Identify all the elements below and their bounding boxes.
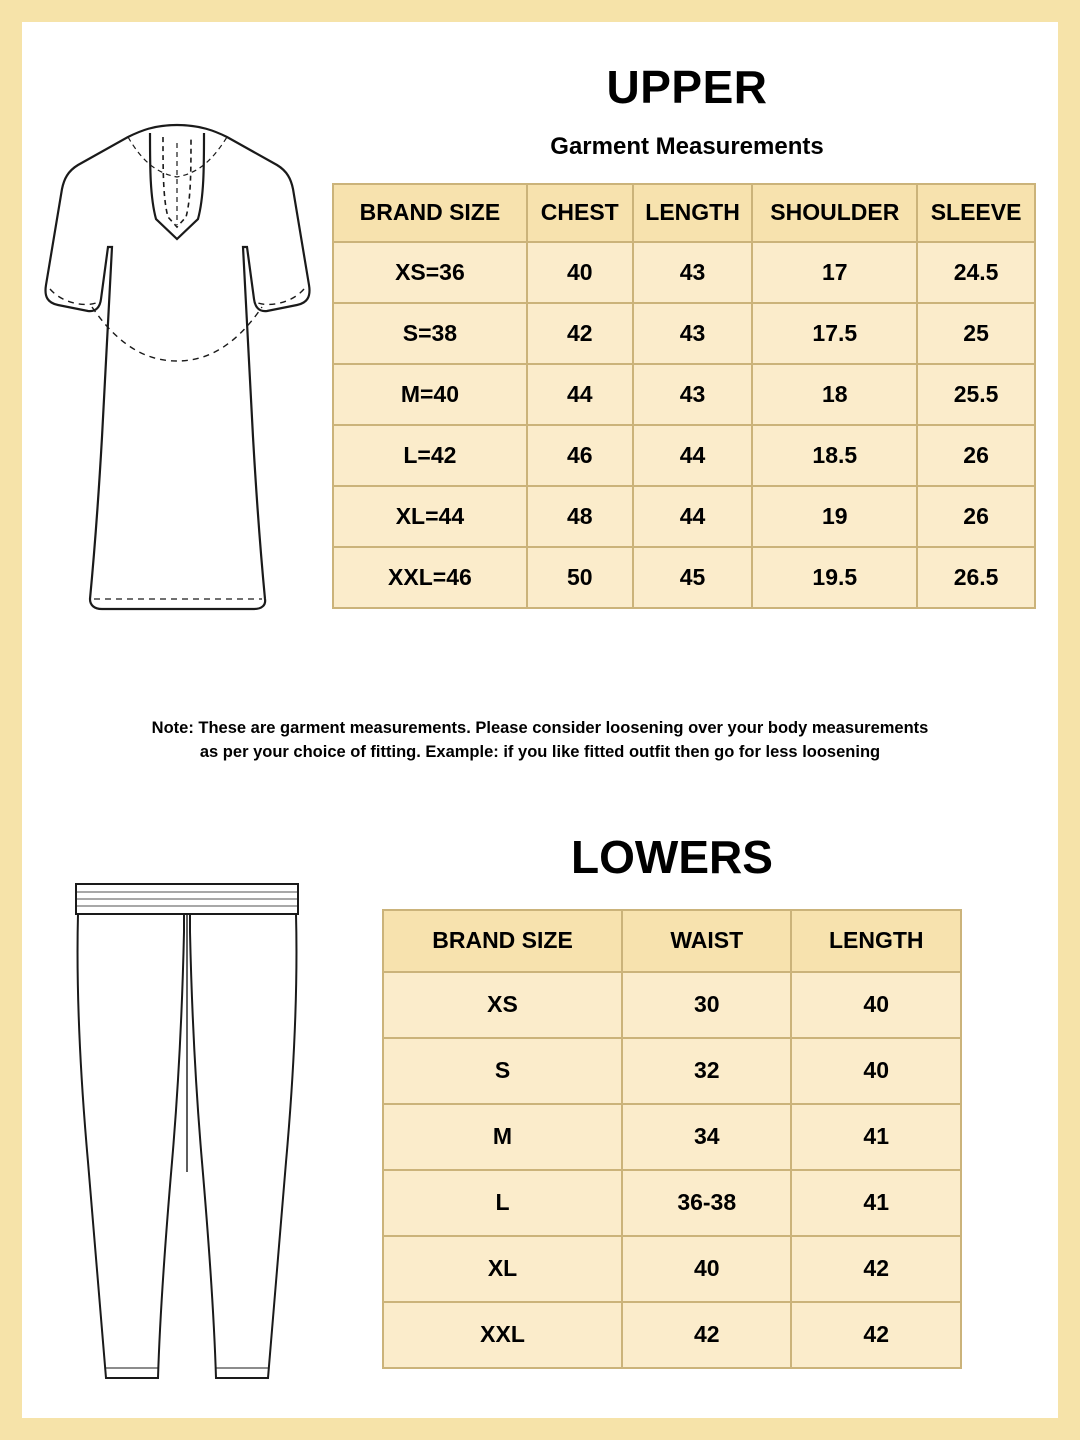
table-row [333,486,1035,547]
cell-length: 41 [791,1104,961,1170]
measurement-note [40,717,1040,765]
cell-shoulder: 19 [752,486,917,547]
cell-length: 41 [791,1170,961,1236]
cell-length: 43 [633,303,753,364]
cell-length: 42 [791,1236,961,1302]
upper-section [22,22,1058,761]
cell-brand-size: XL=44 [333,486,527,547]
cell-brand-size: L=42 [333,425,527,486]
cell-shoulder: 17.5 [752,303,917,364]
kurta-illustration [32,107,322,637]
cell-length: 43 [633,242,753,303]
table-row [333,242,1035,303]
column-header-waist: WAIST [622,910,791,972]
cell-brand-size: XXL [383,1302,622,1368]
page-inner [22,22,1058,1418]
lowers-content [372,832,972,1369]
cell-shoulder: 19.5 [752,547,917,608]
cell-brand-size: S=38 [333,303,527,364]
cell-shoulder: 18 [752,364,917,425]
cell-waist: 42 [622,1302,791,1368]
column-header-brand-size: BRAND SIZE [383,910,622,972]
upper-size-table [332,183,1036,609]
cell-chest: 50 [527,547,633,608]
cell-brand-size: XXL=46 [333,547,527,608]
cell-brand-size: XS=36 [333,242,527,303]
cell-chest: 44 [527,364,633,425]
cell-brand-size: XS [383,972,622,1038]
note-line-2: as per your choice of fitting. Example: if you like fitted outfit then go for less loosening [199,742,881,761]
cell-sleeve: 25 [917,303,1035,364]
column-header-length: LENGTH [633,184,753,242]
note-line-1: Note: These are garment measurements. Please consider loosening over your body measurements [151,719,929,737]
table-header-row [383,910,961,972]
lowers-title: LOWERS [571,831,773,883]
cell-shoulder: 18.5 [752,425,917,486]
table-row [333,303,1035,364]
cell-length: 44 [633,486,753,547]
cell-brand-size: S [383,1038,622,1104]
upper-content [322,62,1052,609]
cell-waist: 34 [622,1104,791,1170]
cell-length: 40 [791,1038,961,1104]
table-row [383,1236,961,1302]
cell-length: 44 [633,425,753,486]
lowers-section [22,812,1058,1412]
cell-sleeve: 24.5 [917,242,1035,303]
cell-brand-size: XL [383,1236,622,1302]
table-row [383,1038,961,1104]
table-row [333,547,1035,608]
cell-length: 45 [633,547,753,608]
table-row [383,972,961,1038]
upper-subtitle: Garment Measurements [550,132,824,160]
cell-chest: 42 [527,303,633,364]
cell-sleeve: 26.5 [917,547,1035,608]
cell-waist: 40 [622,1236,791,1302]
column-header-brand-size: BRAND SIZE [333,184,527,242]
cell-brand-size: M [383,1104,622,1170]
lowers-size-table [382,909,962,1369]
table-row [383,1302,961,1368]
cell-chest: 40 [527,242,633,303]
table-row [333,364,1035,425]
cell-brand-size: M=40 [333,364,527,425]
table-header-row [333,184,1035,242]
cell-waist: 30 [622,972,791,1038]
cell-length: 40 [791,972,961,1038]
column-header-shoulder: SHOULDER [752,184,917,242]
pyjama-illustration [62,872,312,1402]
column-header-sleeve: SLEEVE [917,184,1035,242]
cell-sleeve: 26 [917,425,1035,486]
cell-chest: 48 [527,486,633,547]
table-row [383,1170,961,1236]
cell-waist: 32 [622,1038,791,1104]
cell-chest: 46 [527,425,633,486]
cell-length: 43 [633,364,753,425]
column-header-chest: CHEST [527,184,633,242]
table-row [333,425,1035,486]
column-header-length: LENGTH [791,910,961,972]
cell-length: 42 [791,1302,961,1368]
cell-sleeve: 26 [917,486,1035,547]
table-row [383,1104,961,1170]
cell-waist: 36-38 [622,1170,791,1236]
cell-brand-size: L [383,1170,622,1236]
cell-sleeve: 25.5 [917,364,1035,425]
upper-title: UPPER [606,61,768,113]
cell-shoulder: 17 [752,242,917,303]
